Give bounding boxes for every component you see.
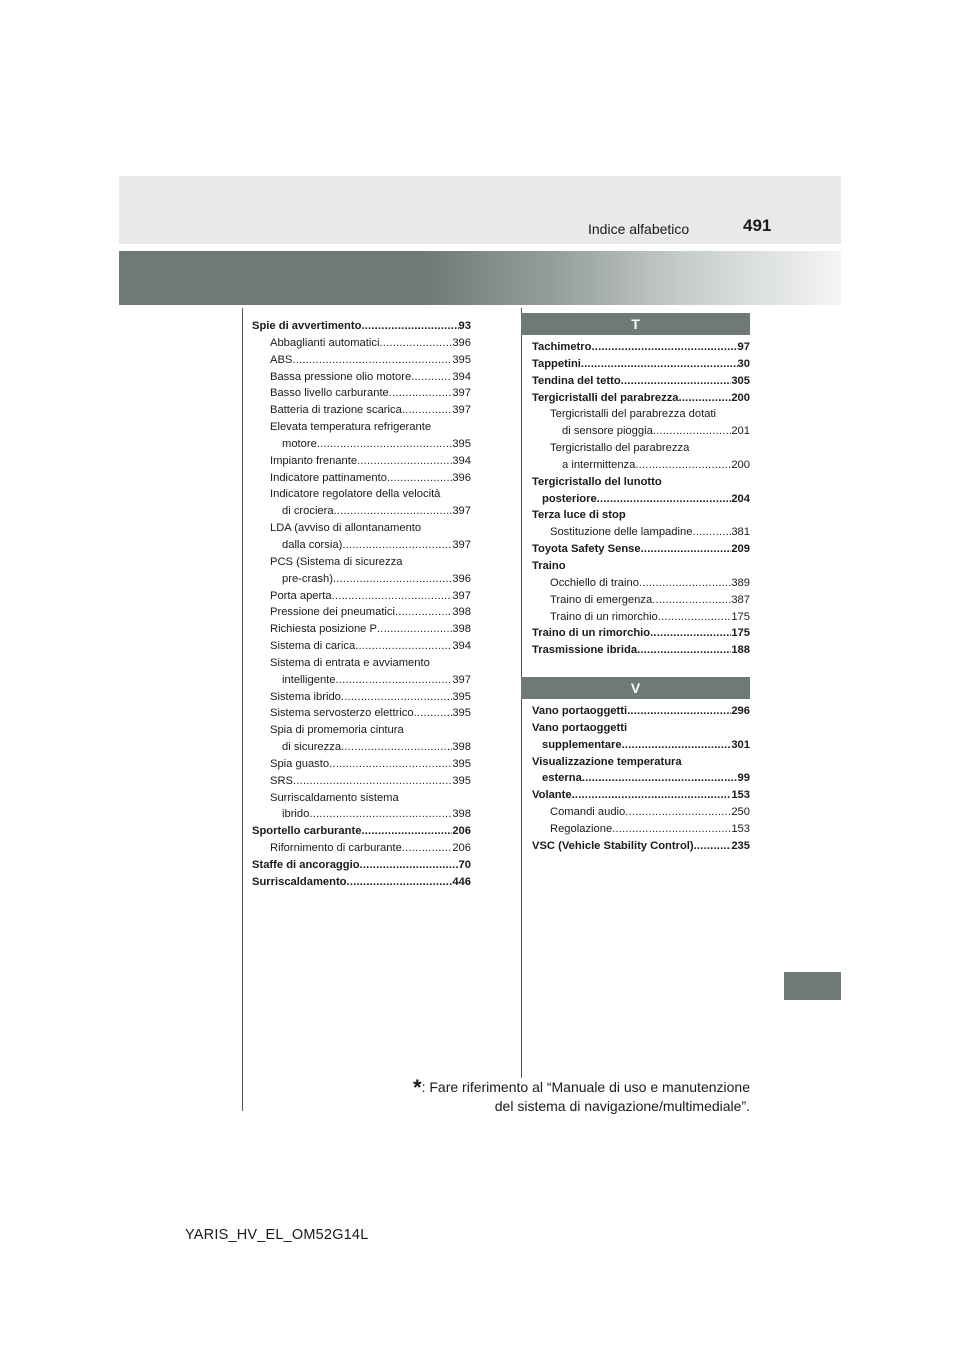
dot-leader: [622, 737, 732, 754]
entry-text: esterna: [542, 772, 582, 785]
entry-page: 397: [452, 673, 471, 686]
index-entry: [252, 385, 471, 402]
entry-text: Rifornimento di carburante: [270, 842, 402, 855]
dot-leader: [334, 503, 453, 520]
index-entry: [532, 356, 750, 373]
index-entry: [252, 571, 471, 588]
index-entry: [532, 507, 750, 524]
entry-text: posteriore: [542, 492, 597, 505]
entry-text: ABS: [270, 353, 293, 366]
header-band: [119, 176, 841, 244]
index-entry: [252, 790, 471, 807]
index-entry: [532, 474, 750, 491]
entry-text: Vano portaoggetti: [532, 721, 628, 734]
entry-text: Basso livello carburante: [270, 387, 389, 400]
index-entry: [252, 689, 471, 706]
index-entry: [252, 335, 471, 352]
index-entry: [252, 554, 471, 571]
entry-text: supplementare: [542, 738, 622, 751]
entry-text: Tappetini: [532, 357, 581, 370]
dot-leader: [387, 470, 452, 487]
entry-text: a intermittenza: [562, 458, 636, 471]
dot-leader: [591, 339, 737, 356]
entry-text: Terza luce di stop: [532, 509, 626, 522]
section-title: Indice alfabetico: [588, 221, 690, 237]
dot-leader: [411, 369, 452, 386]
dot-leader: [650, 625, 731, 642]
index-entry: [252, 773, 471, 790]
entry-text: Indicatore pattinamento: [270, 471, 387, 484]
entry-page: 201: [731, 425, 750, 438]
index-entry: [252, 604, 471, 621]
dot-leader: [341, 739, 452, 756]
entry-page: 395: [452, 437, 471, 450]
entry-page: 398: [452, 606, 471, 619]
entry-page: 30: [737, 357, 750, 370]
entry-page: 397: [452, 538, 471, 551]
dot-leader: [652, 592, 731, 609]
dot-leader: [658, 609, 732, 626]
dot-leader: [332, 588, 453, 605]
entry-text: Spia guasto: [270, 757, 330, 770]
index-entry: [532, 440, 750, 457]
dot-leader: [379, 335, 452, 352]
index-entry: [532, 558, 750, 575]
entry-text: Tendina del tetto: [532, 374, 621, 387]
index-entry: [252, 705, 471, 722]
index-entry: [252, 823, 471, 840]
entry-text: Elevata temperatura refrigerante: [270, 421, 432, 434]
dot-leader: [414, 705, 453, 722]
entry-text: Volante: [532, 789, 572, 802]
entry-text: Sistema ibrido: [270, 690, 341, 703]
footnote: [413, 1075, 750, 1116]
letter-header-v: V: [521, 677, 750, 699]
index-entry: [532, 457, 750, 474]
entry-page: 204: [731, 492, 750, 505]
entry-text: dalla corsia): [282, 538, 343, 551]
dot-leader: [402, 402, 453, 419]
dot-leader: [361, 823, 452, 840]
entry-text: Spie di avvertimento: [252, 320, 362, 332]
dot-leader: [582, 770, 738, 787]
index-entry: [252, 318, 471, 335]
dot-leader: [692, 524, 731, 541]
entry-text: Traino: [532, 559, 566, 572]
index-entry: [532, 592, 750, 609]
entry-text: motore: [282, 437, 317, 450]
dot-leader: [293, 773, 452, 790]
entry-page: 301: [731, 738, 750, 751]
entry-page: 206: [452, 842, 471, 855]
index-entry: [532, 575, 750, 592]
index-entry: [252, 739, 471, 756]
dot-leader: [317, 436, 453, 453]
dot-leader: [694, 838, 732, 855]
entry-page: 387: [731, 593, 750, 606]
index-entry: [252, 402, 471, 419]
entry-text: Porta aperta: [270, 589, 332, 602]
entry-page: 394: [452, 370, 471, 383]
dot-leader: [341, 689, 452, 706]
entry-page: 296: [731, 705, 750, 717]
entry-page: 396: [452, 572, 471, 585]
entry-text: Sostituzione delle lampadine: [550, 526, 693, 539]
entry-page: 395: [452, 690, 471, 703]
dot-leader: [360, 857, 459, 874]
dot-leader: [402, 840, 452, 857]
dot-leader: [389, 385, 453, 402]
entry-text: Traino di un rimorchio: [550, 610, 658, 623]
index-entry: [252, 453, 471, 470]
entry-text: Tachimetro: [532, 341, 592, 353]
index-entry: [532, 754, 750, 771]
decorative-gradient-band: [119, 251, 841, 305]
entry-text: Traino di emergenza: [550, 593, 653, 606]
entry-text: PCS (Sistema di sicurezza: [270, 555, 403, 568]
entry-text: pre-crash): [282, 572, 333, 585]
entry-page: 250: [731, 806, 750, 819]
dot-leader: [357, 453, 452, 470]
index-entry: [532, 491, 750, 508]
index-entry: [252, 436, 471, 453]
entry-text: Surriscaldamento: [252, 875, 347, 888]
entry-page: 175: [731, 610, 750, 623]
index-entry: [252, 874, 471, 891]
dot-leader: [572, 787, 732, 804]
index-section-v: [532, 703, 750, 855]
left-divider: [242, 308, 243, 1111]
index-entry: [252, 503, 471, 520]
index-entry: [532, 625, 750, 642]
entry-page: 398: [452, 623, 471, 636]
dot-leader: [641, 541, 732, 558]
entry-page: 235: [731, 839, 750, 852]
entry-text: Richiesta posizione P: [270, 623, 377, 636]
dot-leader: [347, 874, 453, 891]
entry-page: 93: [458, 320, 471, 332]
entry-text: Staffe di ancoraggio: [252, 859, 360, 871]
entry-page: 397: [452, 387, 471, 400]
entry-page: 398: [452, 741, 471, 754]
entry-page: 446: [452, 875, 471, 888]
entry-page: 97: [737, 341, 750, 353]
index-entry: [252, 806, 471, 823]
entry-page: 200: [731, 391, 750, 404]
dot-leader: [679, 390, 732, 407]
dot-leader: [612, 821, 731, 838]
index-entry: [252, 537, 471, 554]
index-entry: [532, 737, 750, 754]
index-entry: [252, 470, 471, 487]
entry-page: 395: [452, 707, 471, 720]
index-entry: [532, 787, 750, 804]
index-entry: [252, 588, 471, 605]
entry-text: Abbaglianti automatici: [270, 336, 380, 349]
index-entry: [532, 373, 750, 390]
dot-leader: [653, 423, 732, 440]
entry-text: ibrido: [282, 808, 310, 821]
entry-page: 206: [452, 825, 471, 838]
entry-text: Traino di un rimorchio: [532, 627, 651, 640]
index-entry: [252, 857, 471, 874]
entry-text: Sistema servosterzo elettrico: [270, 707, 414, 720]
entry-text: di sicurezza: [282, 741, 342, 754]
index-entry: [252, 369, 471, 386]
entry-page: 305: [731, 374, 750, 387]
dot-leader: [625, 804, 731, 821]
footnote-line-1: : Fare riferimento al “Manuale di uso e manutenzione: [421, 1079, 750, 1095]
entry-page: 397: [452, 505, 471, 518]
dot-leader: [637, 642, 731, 659]
entry-text: LDA (avviso di allontanamento: [270, 522, 422, 535]
index-entry: [252, 756, 471, 773]
entry-page: 398: [452, 808, 471, 821]
dot-leader: [597, 491, 732, 508]
index-column-left: [252, 318, 471, 891]
index-entry: [532, 423, 750, 440]
dot-leader: [627, 703, 731, 720]
index-entry: [532, 703, 750, 720]
index-entry: [252, 722, 471, 739]
entry-text: Occhiello di traino: [550, 576, 639, 589]
index-entry: [532, 541, 750, 558]
footnote-asterisk: *: [413, 1075, 422, 1100]
index-entry: [252, 621, 471, 638]
index-entry: [252, 840, 471, 857]
entry-page: 188: [731, 644, 750, 657]
index-entry: [252, 655, 471, 672]
entry-page: 153: [731, 789, 750, 802]
dot-leader: [336, 672, 453, 689]
dot-leader: [309, 806, 452, 823]
index-entry: [532, 804, 750, 821]
entry-page: 394: [452, 640, 471, 653]
index-entry: [532, 390, 750, 407]
entry-page: 175: [731, 627, 750, 640]
entry-page: 381: [731, 526, 750, 539]
entry-page: 389: [731, 576, 750, 589]
entry-text: Indicatore regolatore della velocità: [270, 488, 441, 501]
dot-leader: [377, 621, 452, 638]
document-code: YARIS_HV_EL_OM52G14L: [185, 1227, 369, 1243]
entry-page: 396: [452, 336, 471, 349]
index-entry: [532, 524, 750, 541]
entry-text: Batteria di trazione scarica: [270, 404, 402, 417]
entry-text: Tergicristalli del parabrezza dotati: [550, 408, 717, 421]
dot-leader: [355, 638, 452, 655]
entry-page: 395: [452, 757, 471, 770]
entry-text: Sistema di entrata e avviamento: [270, 656, 430, 669]
entry-text: Tergicristalli del parabrezza: [532, 391, 679, 404]
entry-text: di sensore pioggia: [562, 425, 653, 438]
index-entry: [252, 638, 471, 655]
letter-header-t: T: [521, 313, 750, 335]
dot-leader: [329, 756, 452, 773]
entry-text: Spia di promemoria cintura: [270, 724, 404, 737]
index-entry: [252, 419, 471, 436]
index-entry: [252, 520, 471, 537]
entry-text: SRS: [270, 774, 294, 787]
entry-text: Toyota Safety Sense: [532, 543, 641, 556]
entry-text: Sportello carburante: [252, 825, 362, 838]
entry-text: Sistema di carica: [270, 640, 356, 653]
dot-leader: [342, 537, 452, 554]
entry-text: Comandi audio: [550, 806, 626, 819]
entry-page: 209: [731, 543, 750, 556]
entry-text: Pressione dei pneumatici: [270, 606, 395, 619]
chapter-tab: [784, 972, 841, 1000]
entry-page: 200: [731, 458, 750, 471]
entry-text: Vano portaoggetti: [532, 705, 628, 717]
entry-text: Surriscaldamento sistema: [270, 791, 399, 804]
index-entry: [532, 720, 750, 737]
entry-text: Impianto frenante: [270, 454, 358, 467]
entry-text: di crociera: [282, 505, 334, 518]
dot-leader: [395, 604, 452, 621]
entry-page: 394: [452, 454, 471, 467]
index-section-t: [532, 339, 750, 659]
dot-leader: [581, 356, 738, 373]
dot-leader: [635, 457, 731, 474]
index-entry: [532, 770, 750, 787]
entry-text: intelligente: [282, 673, 336, 686]
index-entry: [532, 821, 750, 838]
entry-page: 397: [452, 404, 471, 417]
index-entry: [532, 838, 750, 855]
index-entry: [252, 352, 471, 369]
entry-text: Bassa pressione olio motore: [270, 370, 412, 383]
index-entry: [532, 642, 750, 659]
entry-text: Regolazione: [550, 822, 613, 835]
dot-leader: [621, 373, 732, 390]
footnote-line-2: del sistema di navigazione/multimediale”.: [494, 1098, 750, 1114]
entry-text: Visualizzazione temperatura: [532, 755, 682, 768]
entry-text: VSC (Vehicle Stability Control): [532, 839, 694, 852]
dot-leader: [292, 352, 452, 369]
entry-text: Tergicristallo del parabrezza: [550, 442, 690, 455]
dot-leader: [639, 575, 731, 592]
index-entry: [532, 406, 750, 423]
index-entry: [252, 486, 471, 503]
entry-page: 397: [452, 589, 471, 602]
entry-text: Tergicristallo del lunotto: [532, 475, 662, 488]
index-entry: [252, 672, 471, 689]
page-number: 491: [743, 216, 772, 235]
entry-page: 395: [452, 774, 471, 787]
entry-text: Trasmissione ibrida: [532, 644, 638, 657]
dot-leader: [333, 571, 452, 588]
entry-page: 395: [452, 353, 471, 366]
entry-page: 70: [458, 859, 471, 871]
entry-page: 396: [452, 471, 471, 484]
dot-leader: [361, 318, 458, 335]
entry-page: 99: [737, 772, 750, 785]
entry-page: 153: [731, 822, 750, 835]
index-entry: [532, 339, 750, 356]
index-entry: [532, 609, 750, 626]
